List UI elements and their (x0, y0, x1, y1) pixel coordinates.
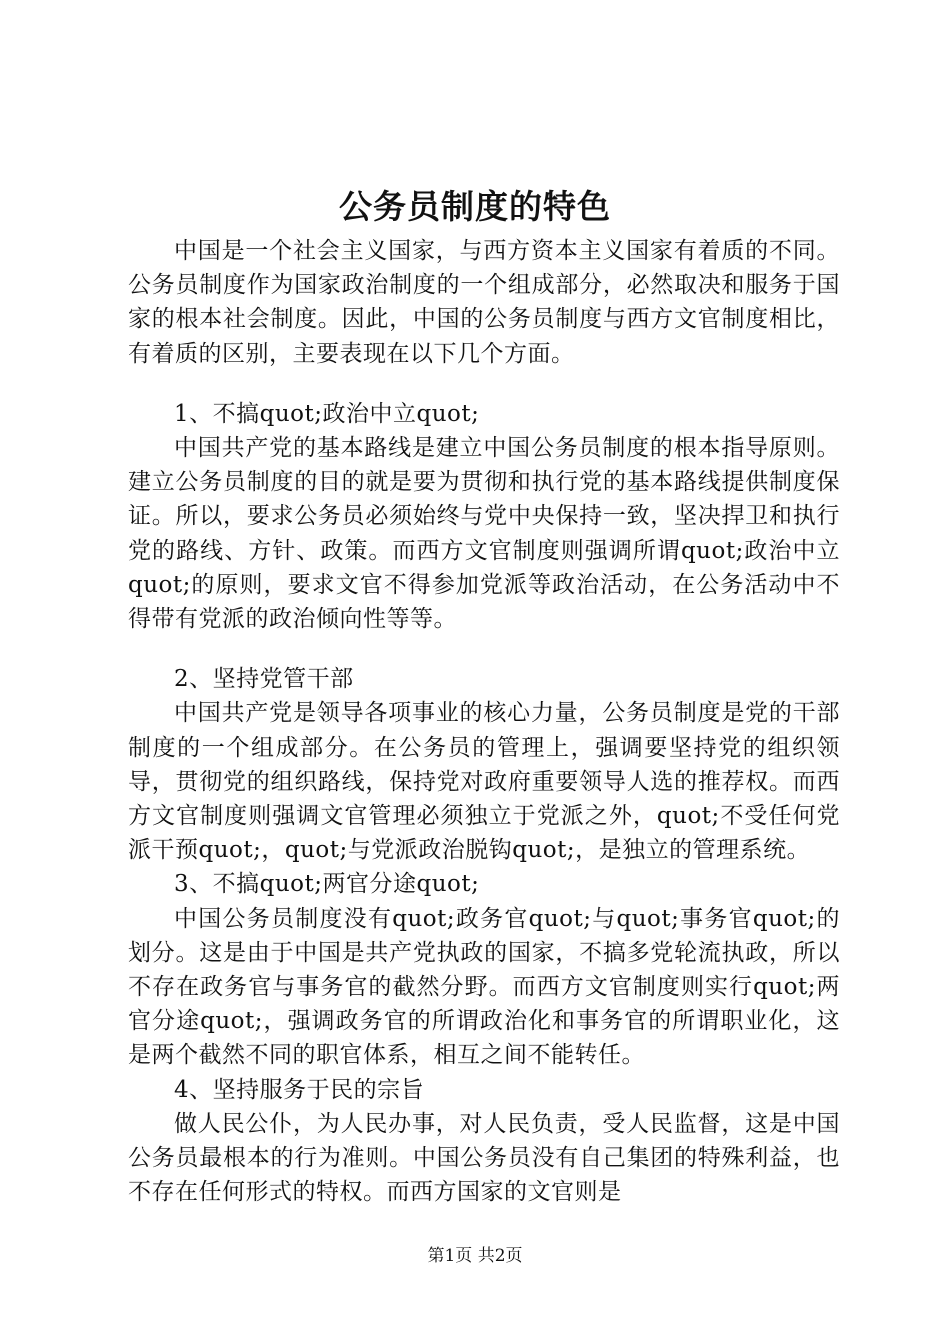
section-4-body: 做人民公仆，为人民办事，对人民负责，受人民监督，这是中国公务员最根本的行为准则。中国公务员没有自己集团的特殊利益，也不存在任何形式的特权。而西方国家的文官则是 (128, 1110, 840, 1206)
intro-paragraph: 中国是一个社会主义国家，与西方资本主义国家有着质的不同。公务员制度作为国家政治制度的一个组成部分，必然取决和服务于国家的根本社会制度。因此，中国的公务员制度与西方文官制度相比，有着质的区别，主要表现在以下几个方面。 (128, 238, 840, 367)
section-1-body: 中国共产党的基本路线是建立中国公务员制度的根本指导原则。建立公务员制度的目的就是要为贯彻和执行党的基本路线提供制度保证。所以，要求公务员必须始终与党中央保持一致，坚决捍卫和执行党的路线、方针、政策。而西方文官制度则强调所谓quot;政治中立quot;的原则，要求文官不得参加党派等政治活动，在公务活动中不得带有党派的政治倾向性等等。 (128, 435, 840, 633)
document-title: 公务员制度的特色 (339, 187, 611, 226)
section-3-heading: 3、不搞quot;两官分途quot; (174, 871, 480, 898)
section-4-heading: 4、坚持服务于民的宗旨 (174, 1076, 425, 1103)
section-1-heading: 1、不搞quot;政治中立quot; (174, 400, 480, 427)
paragraph-gap (128, 371, 840, 397)
document-body (128, 234, 840, 1209)
section-2-body: 中国共产党是领导各项事业的核心力量，公务员制度是党的干部制度的一个组成部分。在公务员的管理上，强调要坚持党的组织领导，贯彻党的组织路线，保持党对政府重要领导人选的推荐权。而西方文官制度则强调文官管理必须独立于党派之外，quot;不受任何党派干预quot;，quot;与党派政治脱钩quot;，是独立的管理系统。 (128, 700, 840, 864)
paragraph-gap (128, 636, 840, 662)
page-footer: 第1页 共2页 (427, 1246, 523, 1266)
section-3-body: 中国公务员制度没有quot;政务官quot;与quot;事务官quot;的划分。这是由于中国是共产党执政的国家，不搞多党轮流执政，所以不存在政务官与事务官的截然分野。而西方文官制度则实行quot;两官分途quot;，强调政务官的所谓政治化和事务官的所谓职业化，这是两个截然不同的职官体系，相互之间不能转任。 (128, 905, 840, 1069)
section-2-heading: 2、坚持党管干部 (174, 666, 354, 693)
